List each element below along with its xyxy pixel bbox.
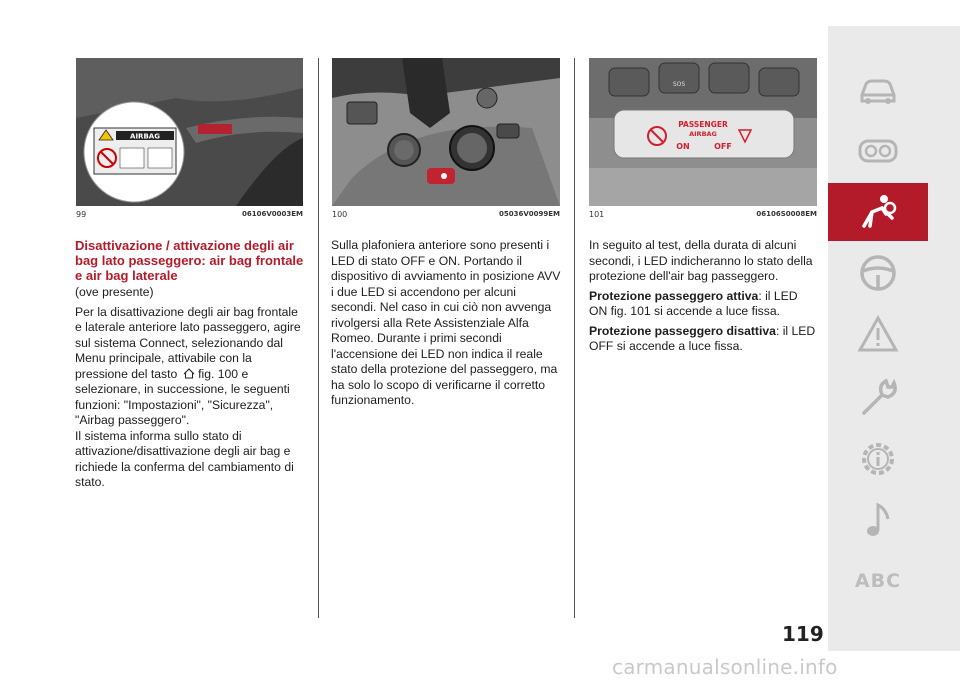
sidebar-item-driving[interactable] <box>828 244 928 302</box>
sos-label: SOS <box>672 81 686 88</box>
text-column-3 <box>589 238 819 359</box>
airbag-person-icon <box>856 190 900 234</box>
section-heading: Disattivazione / attivazione degli air bag lato passeggero: air bag frontale e air bag laterale <box>75 238 304 283</box>
figure-100-image <box>332 58 560 206</box>
figure-101-image <box>589 58 817 206</box>
paragraph-text: : il LED OFF si accende a luce fissa. <box>589 323 816 353</box>
sticker-text: AIRBAG <box>130 132 160 141</box>
sidebar-item-safety[interactable] <box>828 183 928 241</box>
column-divider <box>574 58 575 618</box>
airbag-sticker-illustration <box>76 58 303 206</box>
bold-term: Protezione passeggero attiva <box>589 288 759 303</box>
paragraph: Sulla plafoniera anteriore sono presenti i LED di stato OFF e ON. Portando il dispositivo di avviamento in posizione AVV i due LED si accendono per alcuni secondi. Nel caso in cui ciò non avvenga rivolgersi alla Rete Assistenziale Alfa Romeo. Durante i primi secondi l'accensione dei LED non indica il reale stato della protezione del passeggero, ma ha solo lo scopo di verificarne il corretto funzionamento. <box>331 238 561 407</box>
sidebar-item-emergency[interactable] <box>828 368 928 426</box>
panel-title: PASSENGER <box>678 120 728 129</box>
note-text: (ove presente) <box>75 285 154 299</box>
paragraph: In seguito al test, della durata di alcuni secondi, i LED indicheranno lo stato della protezione dell'air bag passeggero. <box>589 238 813 283</box>
paragraph-text: : il LED ON fig. 101 si accende a luce fissa. <box>589 288 798 318</box>
gear-info-icon <box>856 437 900 481</box>
off-label: OFF <box>714 142 732 151</box>
paragraph <box>589 289 819 320</box>
paragraph <box>589 324 819 355</box>
paragraph: Il sistema informa sullo stato di attivazione/disattivazione degli air bag e richiede la conferma del cambiamento di stato. <box>75 428 294 489</box>
paragraph-text: Per la disattivazione degli air bag frontale e laterale anteriore lato passeggero, agire sul sistema Connect, selezionando dal Menu principale, attivabile con la pressione del tasto <box>75 304 301 381</box>
figure-code: 06106S0008EM <box>756 210 817 218</box>
sidebar-item-index[interactable] <box>828 552 928 610</box>
page-number: 119 <box>782 622 824 646</box>
sidebar-item-dashboard[interactable] <box>828 122 928 180</box>
chapter-sidebar <box>828 26 960 651</box>
center-console-illustration <box>332 58 560 206</box>
column-divider <box>318 58 319 618</box>
paragraph <box>75 305 307 429</box>
sidebar-item-warnings[interactable] <box>828 306 928 364</box>
text-column-2 <box>331 238 561 413</box>
paragraph-text: fig. 100 e selezionare, in successione, le seguenti funzioni: "Impostazioni", "Sicurezza", "Airbag passeggero". <box>75 366 290 427</box>
warning-icon <box>856 313 900 357</box>
figure-code: 06106V0003EM <box>241 210 303 218</box>
overhead-panel-illustration <box>589 58 817 206</box>
figure-number: 100 <box>332 210 348 219</box>
bold-term: Protezione passeggero disattiva <box>589 323 776 338</box>
abc-label: ABC <box>854 570 902 592</box>
dashboard-icon <box>856 129 900 173</box>
sidebar-item-car[interactable] <box>828 62 928 120</box>
watermark: carmanualsonline.info <box>612 655 838 679</box>
home-icon <box>183 368 195 379</box>
figure-number: 101 <box>589 210 605 219</box>
steering-wheel-icon <box>856 251 900 295</box>
sidebar-item-maintenance[interactable] <box>828 430 928 488</box>
text-column-1 <box>75 238 307 495</box>
car-icon <box>856 69 900 113</box>
wrench-icon <box>856 375 900 419</box>
on-label: ON <box>676 142 690 151</box>
panel-subtitle: AIRBAG <box>689 130 717 138</box>
music-note-icon <box>856 499 900 543</box>
figure-number: 99 <box>76 210 87 219</box>
figure-99-image <box>76 58 303 206</box>
figure-code: 05036V0099EM <box>498 210 560 218</box>
sidebar-item-multimedia[interactable] <box>828 492 928 550</box>
